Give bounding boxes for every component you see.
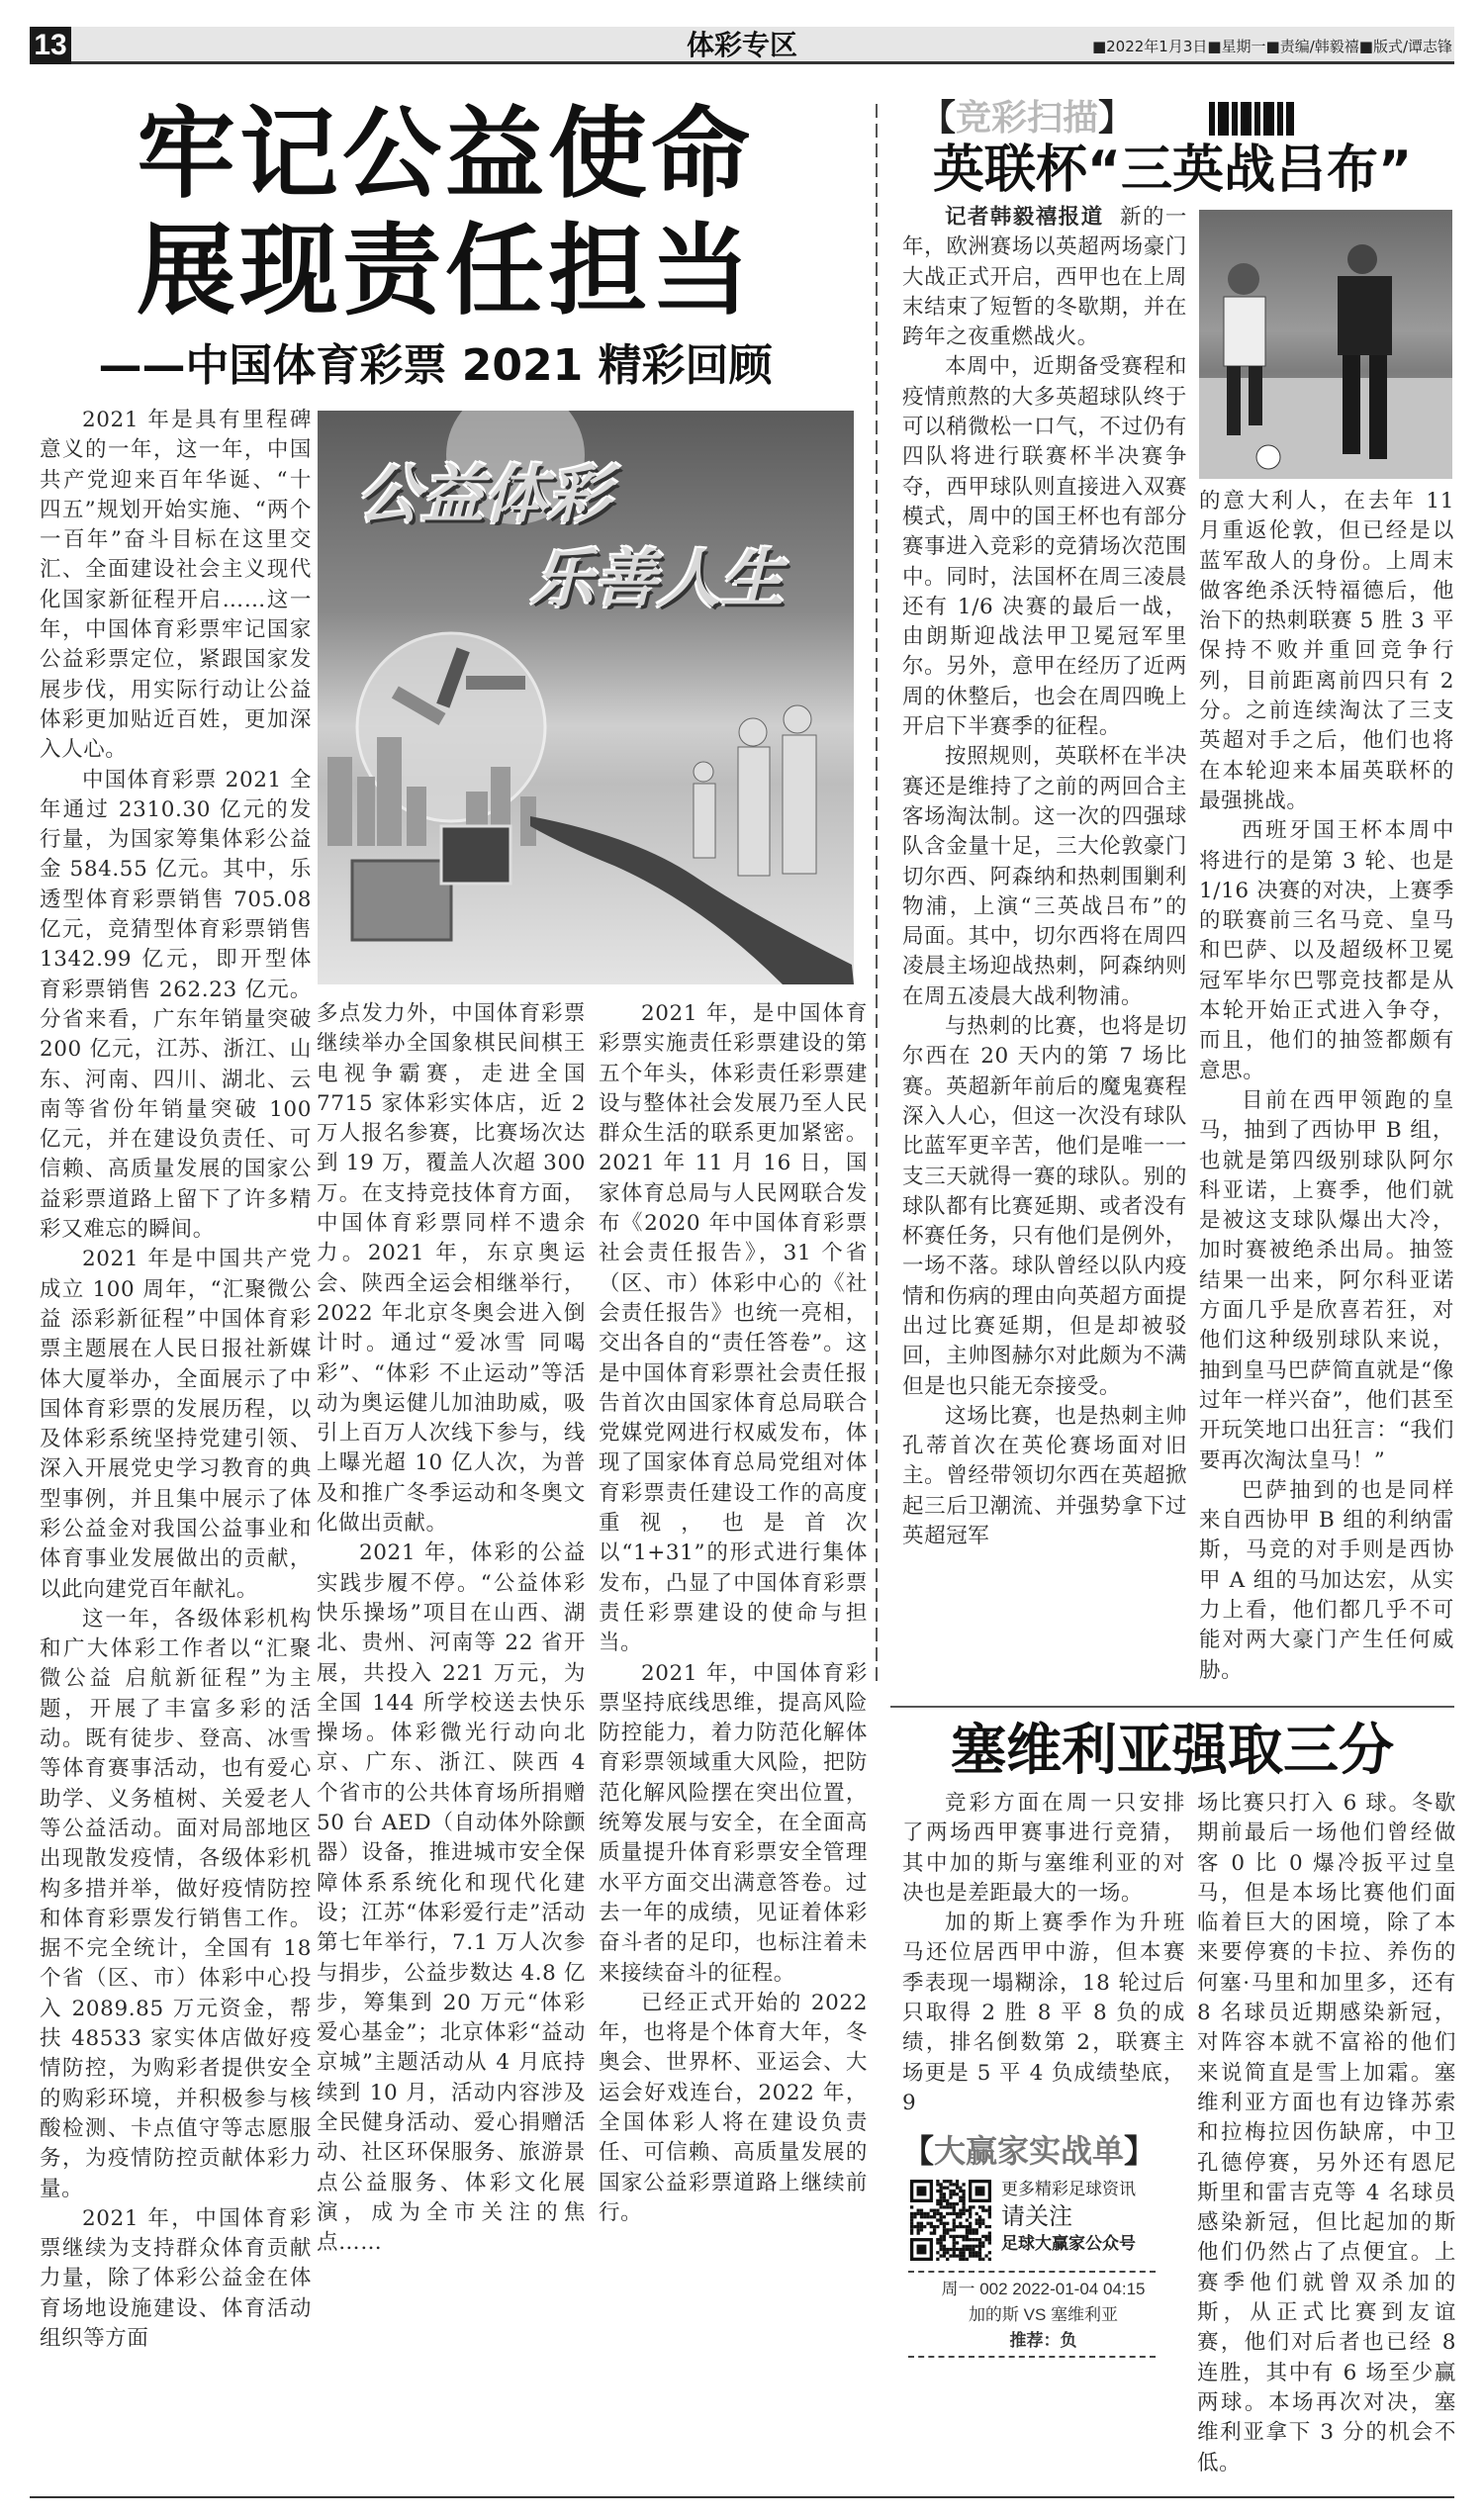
paragraph: 多点发力外，中国体育彩票继续举办全国象棋民间棋王电视争霸赛，走进全国 7715 家体彩实体店，近 2 万人报名参赛，比赛场次达到 19 万，覆盖人次超 300 万。在支持竞技体育方面，中国体育彩票同样不遗余力。2021 年，东京奥运会、陕西全运会相继举行，2022 年北京冬奥会进入倒计时。通过“爱冰雪 同喝彩”、“体彩 不止运动”等活动为奥运健儿加油助威，吸引上百万人次线下参与，线上曝光超 10 亿人次，为普及和推广冬季运动和冬奥文化做出贡献。 — [317, 1001, 586, 1537]
paragraph: 2021 年，中国体育彩票坚持底线思维，提高风险防控能力，着力防范化解体育彩票领域重大风险，把防范化解风险摆在突出位置，统筹发展与安全，在全面高质量提升体育彩票安全管理水平方面交出满意答卷。过去一年的成绩，见证着体彩奋斗者的足印，也标注着未来接续奋斗的征程。 — [599, 1660, 868, 1986]
bracket: 【 — [902, 2132, 935, 2170]
paragraph — [902, 203, 1187, 352]
logo-stroke — [466, 676, 525, 690]
family-figures — [694, 705, 816, 876]
headline-line2: 展现责任担当 — [137, 213, 754, 328]
image-slogan-line1: 公益体彩 — [357, 459, 610, 532]
section-title: 体彩专区 — [686, 29, 797, 61]
bracket: 【 — [920, 97, 957, 139]
betting-slip-box — [902, 2130, 1184, 2368]
dashed-divider — [908, 2356, 1156, 2358]
page-number: 13 — [30, 27, 71, 64]
paragraph: 西班牙国王杯本周中将进行的是第 3 轮、也是 1/16 决赛的对决，上赛季的联赛前三名马竞、皇马和巴萨、以及超级杯卫冕冠军毕尔巴鄂竞技都是从本轮开始正式进入争夺，而且，他们的抽签都颇有意思。 — [1199, 818, 1454, 1083]
photo-frame — [441, 826, 510, 884]
qr-code[interactable] — [910, 2180, 991, 2261]
paragraph: 的意大利人，在去年 11 月重返伦敦，但已经是以蓝军敌人的身份。上周末做客绝杀沃特福德后，他治下的热刺联赛 5 胜 3 平保持不败并重回竞争行列，目前距离前四只有 2 分。之前连续淘汰了三支英超对手之后，他们也将在本轮迎来本届英联杯的最强挑战。 — [1199, 489, 1454, 813]
sevilla-column-a — [902, 1789, 1185, 2118]
article-headline: 英联杯“三英战吕布” — [932, 140, 1413, 200]
box-title — [902, 2130, 1184, 2172]
promo-text — [1001, 2178, 1136, 2257]
match-pick: 推荐：负 — [1009, 2331, 1077, 2350]
paragraph: 场比赛只打入 6 球。冬歇期前最后一场他们曾经做客 0 比 0 爆冷扳平过皇马，但是本场比赛他们面临着巨大的困境，除了本来要停赛的卡拉、养伤的何塞·马里和加里多，还有 8 名球员近期感染新冠，对阵容本就不富裕的他们来说简直是雪上加霜。塞维利亚方面也有边锋苏索和拉梅拉因伤缺席，中卫孔德停赛，另外还有恩尼斯里和雷吉克等 4 名球员感染新冠，但比起加的斯他们仍然占了点便宜。上赛季他们就曾双杀加的斯，从正式比赛到友谊赛，他们对后者也已经 8 连胜，其中有 6 场至少赢两球。本场再次对决，塞维利亚拿下 3 分的机会不低。 — [1197, 1791, 1456, 2475]
issue-meta: ■2022年1月3日■星期一■责编/韩毅禧■版式/谭志锋 — [1091, 38, 1452, 55]
feature-column-3 — [599, 999, 868, 2228]
paragraph: 加的斯上赛季作为升班马还位居西甲中游，但本赛季表现一塌糊涂，18 轮过后只取得 2 胜 8 平 8 负的成绩，排名倒数第 2，联赛主场更是 5 平 4 负成绩垫底，9 — [902, 1911, 1185, 2115]
paragraph: 竞彩方面在周一只安排了两场西甲赛事进行竞猜，其中加的斯与塞维利亚的对决也是差距最大的一场。 — [902, 1791, 1185, 1906]
paragraph: 2021 年，中国体育彩票继续为支持群众体育贡献力量，除了体彩公益金在体育场地设施建设、体育活动组织等方面 — [40, 2205, 312, 2351]
section-tag-label: 竞彩扫描 — [956, 97, 1099, 139]
headline-subtitle: ——中国体育彩票 2021 精彩回顾 — [98, 340, 773, 391]
bracket: 】 — [1124, 2132, 1157, 2170]
paragraph: 巴萨抽到的也是同样来自西协甲 B 组的利纳雷斯，马竞的对手则是西协甲 A 组的马加达宏，从实力上看，他们都几乎不可能对两大豪门产生任何威胁。 — [1199, 1477, 1454, 1683]
lead-text: 新的一年，欧洲赛场以英超两场豪门大战正式开启，西甲也在上周末结束了短暂的冬歇期，并在跨年之夜重燃战火。 — [902, 205, 1187, 350]
paragraph: 目前在西甲领跑的皇马，抽到了西协甲 B 组，也就是第四级别球队阿尔科亚诺，上赛季，他们就是被这支球队爆出大冷，加时赛被绝杀出局。抽签结果一出来，阿尔科亚诺方面几乎是欣喜若狂，对他们这种级别球队来说，抽到皇马巴萨简直就是“像过年一样兴奋”，他们甚至开玩笑地口出狂言：“我们要再次淘汰皇马！” — [1199, 1087, 1454, 1473]
match-teams: 加的斯 VS 塞维利亚 — [968, 2305, 1119, 2324]
promo-line: 更多精彩足球资讯 — [1001, 2180, 1136, 2199]
paragraph: 按照规则，英联杯在半决赛还是维持了之前的两回合主客场淘汰制。这一次的四强球队含金量十足，三大伦敦豪门切尔西、阿森纳和热刺围剿利物浦，上演“三英战吕布”的局面。其中，切尔西将在周四凌晨主场迎战热刺，阿森纳则在周五凌晨大战利物浦。 — [902, 744, 1187, 1009]
paragraph: 已经正式开始的 2022 年，也将是个体育大年，冬奥会、世界杯、亚运会、大运会好戏连台，2022 年，全国体彩人将在建设负责任、可信赖、高质量发展的国家公益彩票道路上继续前行。 — [599, 1990, 868, 2225]
paragraph: 2021 年，是中国体育彩票实施责任彩票建设的第五个年头，体彩责任彩票建设与整体社会发展乃至人民群众生活的联系更加紧密。2021 年 11 月 16 日，国家体育总局与人民网联合发布《2020 年中国体育彩票社会责任报告》，31 个省（区、市）体彩中心的《社会责任报告》也统一亮相，交出各自的“责任答卷”。这是中国体育彩票社会责任报告首次由国家体育总局联合党媒党网进行权威发布，体现了国家体育总局党组对体育彩票责任建设工作的高度重视，也是首次以“1+31”的形式进行集体发布，凸显了中国体育彩票责任彩票建设的使命与担当。 — [599, 1001, 868, 1656]
byline: 记者韩毅禧报道 — [945, 205, 1104, 230]
bracket: 】 — [1098, 97, 1135, 139]
article-headline: 塞维利亚强取三分 — [951, 1719, 1394, 1783]
photo-frame — [352, 861, 451, 940]
scan-column-b — [1199, 487, 1454, 1686]
football-photo — [1199, 210, 1452, 479]
promo-account: 足球大赢家公众号 — [1001, 2234, 1136, 2254]
image-slogan-line2: 乐善人生 — [530, 543, 784, 616]
column-divider — [876, 104, 878, 1686]
paragraph: 中国体育彩票 2021 全年通过 2310.30 亿元的发行量，为国家筹集体彩公益金 584.55 亿元。其中，乐透型体育彩票销售 705.08 亿元，竞猜型体育彩票销售 1342.99 亿元，即开型体育彩票销售 262.23 亿元。分省来看，广东年销量突破 200 亿元，江苏、浙江、山东、河南、四川、湖北、云南等省份年销量突破 100 亿元，并在建设负责任、可信赖、高质量发展的国家公益彩票道路上留下了许多精彩又难忘的瞬间。 — [40, 767, 312, 1243]
decorative-bars — [1209, 102, 1294, 136]
paragraph: 本周中，近期备受赛程和疫情煎熬的大多英超球队终于可以稍微松一口气，不过仍有四队将进行联赛杯半决赛争夺，西甲球队则直接进入双赛模式，周中的国王杯也有部分赛事进入竞彩的竞猜场次范围中。同时，法国杯在周三凌晨还有 1/6 决赛的最后一战，由朗斯迎战法甲卫冕冠军里尔。另外，意甲在经历了近两周的休整后，也会在周四晚上开启下半赛季的征程。 — [902, 354, 1187, 740]
match-info: 周一 002 2022-01-04 04:15 — [941, 2280, 1146, 2298]
feature-column-1 — [40, 406, 312, 2354]
feature-column-2 — [317, 999, 586, 2258]
box-title-label: 大赢家实战单 — [934, 2132, 1125, 2170]
paragraph: 这一年，各级体彩机构和广大体彩工作者以“汇聚微公益 启航新征程”为主题，开展了丰富多彩的活动。既有徒步、登高、冰雪等体育赛事活动，也有爱心助学、义务植树、关爱老人等公益活动。面对局部地区出现散发疫情，各级体彩机构多措并举，做好疫情防控和体育彩票发行销售工作。据不完全统计，全国有 18 个省（区、市）体彩中心投入 2089.85 万元资金，帮扶 48533 家实体店做好疫情防控，为购彩者提供安全的购彩环境，并积极参与核酸检测、卡点值守等志愿服务，为疫情防控贡献体彩力量。 — [40, 1606, 312, 2201]
paragraph: 2021 年是具有里程碑意义的一年，这一年，中国共产党迎来百年华诞、“十四五”规划开始实施、“两个一百年”奋斗目标在这里交汇、全面建设社会主义现代化国家新征程开启……这一年，中国体育彩票牢记国家公益彩票定位，紧跟国家发展步伐，用实际行动让公益体彩更加贴近百姓，更加深入人心。 — [40, 408, 312, 763]
sevilla-column-b — [1197, 1789, 1456, 2478]
paragraph: 2021 年，体彩的公益实践步履不停。“公益体彩 快乐操场”项目在山西、湖北、贵州、河南等 22 省开展，共投入 221 万元，为全国 144 所学校送去快乐操场。体彩微光行动向北京、广东、浙江、陕西 4 个省市的公共体育场所捐赠 50 台 AED（自动体外除颤器）设备，推进城市安全保障体系系统化和现代化建设；江苏“体彩爱行走”活动第七年举行，7.1 万人次参与捐步，公益步数达 4.8 亿步，筹集到 20 万元“体彩爱心基金”；北京体彩“益动京城”主题活动从 4 月底持续到 10 月，活动内容涉及全民健身活动、爱心捐赠活动、社区环保服务、旅游景点公益服务、体彩文化展演，成为全市关注的焦点…… — [317, 1540, 586, 2256]
article-divider — [890, 1706, 1454, 1708]
page-bottom-rule — [30, 2496, 1454, 2498]
feature-image — [318, 411, 854, 984]
scan-column-a — [902, 203, 1187, 1551]
paragraph: 这场比赛，也是热刺主帅孔蒂首次在英伦赛场面对旧主。曾经带领切尔西在英超掀起三后卫潮流、并强势拿下过英超冠军 — [902, 1403, 1187, 1549]
paragraph: 2021 年是中国共产党成立 100 周年，“汇聚微公益 添彩新征程”中国体育彩票主题展在人民日报社新媒体大厦举办，全面展示了中国体育彩票的发展历程，以及体彩系统坚持党建引领、深入开展党史学习教育的典型事例，并且集中展示了体彩公益金对我国公益事业和体育事业发展做出的贡献，以此向建党百年献礼。 — [40, 1247, 312, 1602]
football-photo-scene — [1199, 210, 1452, 479]
section-tag — [920, 97, 1134, 139]
headline-line1: 牢记公益使命 — [137, 96, 754, 212]
paragraph: 与热刺的比赛，也将是切尔西在 20 天内的第 7 场比赛。英超新年前后的魔鬼赛程深入人心，但这一次没有球队比蓝军更辛苦，他们是唯一一支三天就得一赛的球队。别的球队都有比赛延期、或者没有杯赛任务，只有他们是例外，一场不落。球队曾经以队内疫情和伤病的理由向英超方面提出过比赛延期，但是却被驳回，主帅图赫尔对此颇为不满但是也只能无奈接受。 — [902, 1014, 1187, 1399]
promo-line: 请关注 — [1001, 2202, 1072, 2230]
dashed-divider — [908, 2271, 1156, 2273]
